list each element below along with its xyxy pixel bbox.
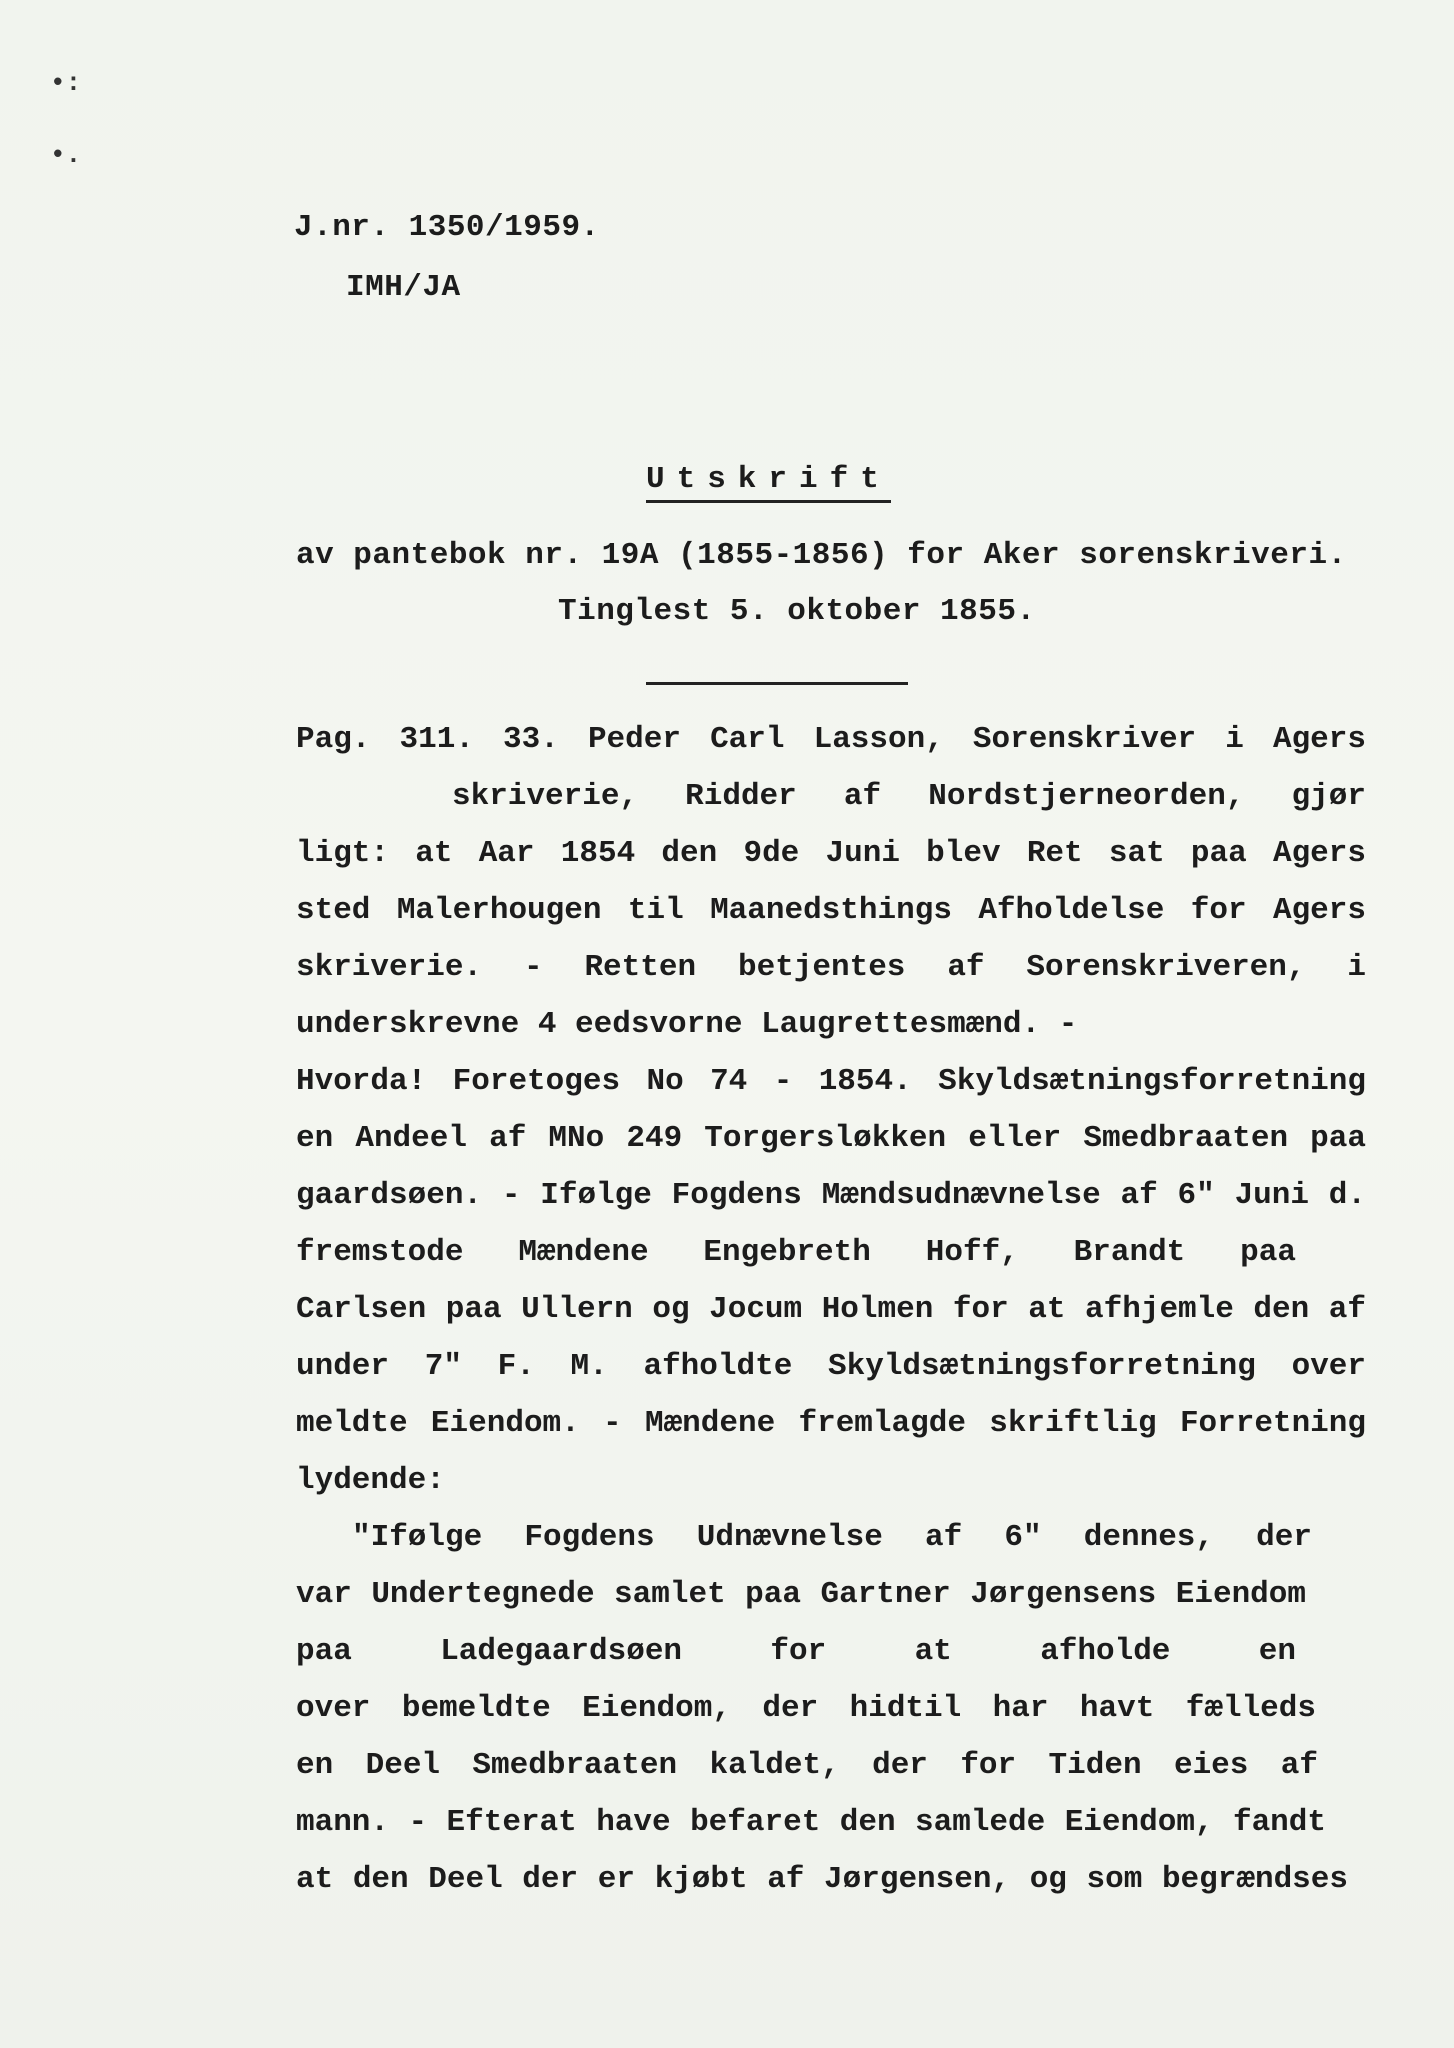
initials: IMH/JA	[346, 270, 461, 305]
body-line: sted Malerhougen til Maanedsthings Afholdelse for Agers	[296, 893, 1366, 928]
body-line: over bemeldte Eiendom, der hidtil har havt fælleds	[296, 1691, 1316, 1726]
subtitle-line-2: Tinglest 5. oktober 1855.	[558, 594, 1036, 629]
body-line: meldte Eiendom. - Mændene fremlagde skriftlig Forretning	[296, 1406, 1366, 1441]
margin-mark: •.	[50, 140, 82, 170]
body-line: ligt: at Aar 1854 den 9de Juni blev Ret sat paa Agers	[296, 836, 1366, 871]
journal-number: J.nr. 1350/1959.	[294, 210, 600, 245]
body-line: var Undertegnede samlet paa Gartner Jørgensens Eiendom	[296, 1577, 1306, 1612]
body-line: paa Ladegaardsøen for at afholde en	[296, 1634, 1296, 1669]
body-line: Pag. 311. 33. Peder Carl Lasson, Sorenskriver i Agers	[296, 722, 1366, 757]
body-line: underskrevne 4 eedsvorne Laugrettesmænd. -	[296, 1007, 1078, 1042]
body-line: at den Deel der er kjøbt af Jørgensen, og som begrændses	[296, 1862, 1348, 1897]
document-title: Utskrift	[646, 462, 891, 503]
body-line: en Andeel af MNo 249 Torgersløkken eller Smedbraaten paa	[296, 1121, 1366, 1156]
body-line: en Deel Smedbraaten kaldet, der for Tiden eies af	[296, 1748, 1318, 1783]
body-line: "Ifølge Fogdens Udnævnelse af 6" dennes, der	[352, 1520, 1312, 1555]
body-line: Carlsen paa Ullern og Jocum Holmen for at afhjemle den af	[296, 1292, 1366, 1327]
body-line: skriverie. - Retten betjentes af Sorenskriveren, i	[296, 950, 1366, 985]
body-line: gaardsøen. - Ifølge Fogdens Mændsudnævnelse af 6" Juni d.	[296, 1178, 1366, 1213]
subtitle-line-1: av pantebok nr. 19A (1855-1856) for Aker sorenskriveri.	[296, 538, 1347, 573]
body-line: fremstode Mændene Engebreth Hoff, Brandt paa	[296, 1235, 1296, 1270]
body-line: Hvorda! Foretoges No 74 - 1854. Skyldsætningsforretning	[296, 1064, 1366, 1099]
separator-rule	[646, 682, 908, 685]
body-line: under 7" F. M. afholdte Skyldsætningsforretning over	[296, 1349, 1366, 1384]
body-line: skriverie, Ridder af Nordstjerneorden, gjør	[452, 779, 1366, 814]
margin-mark: •:	[50, 68, 82, 98]
body-line: lydende:	[296, 1463, 445, 1498]
body-line: mann. - Efterat have befaret den samlede Eiendom, fandt	[296, 1805, 1326, 1840]
